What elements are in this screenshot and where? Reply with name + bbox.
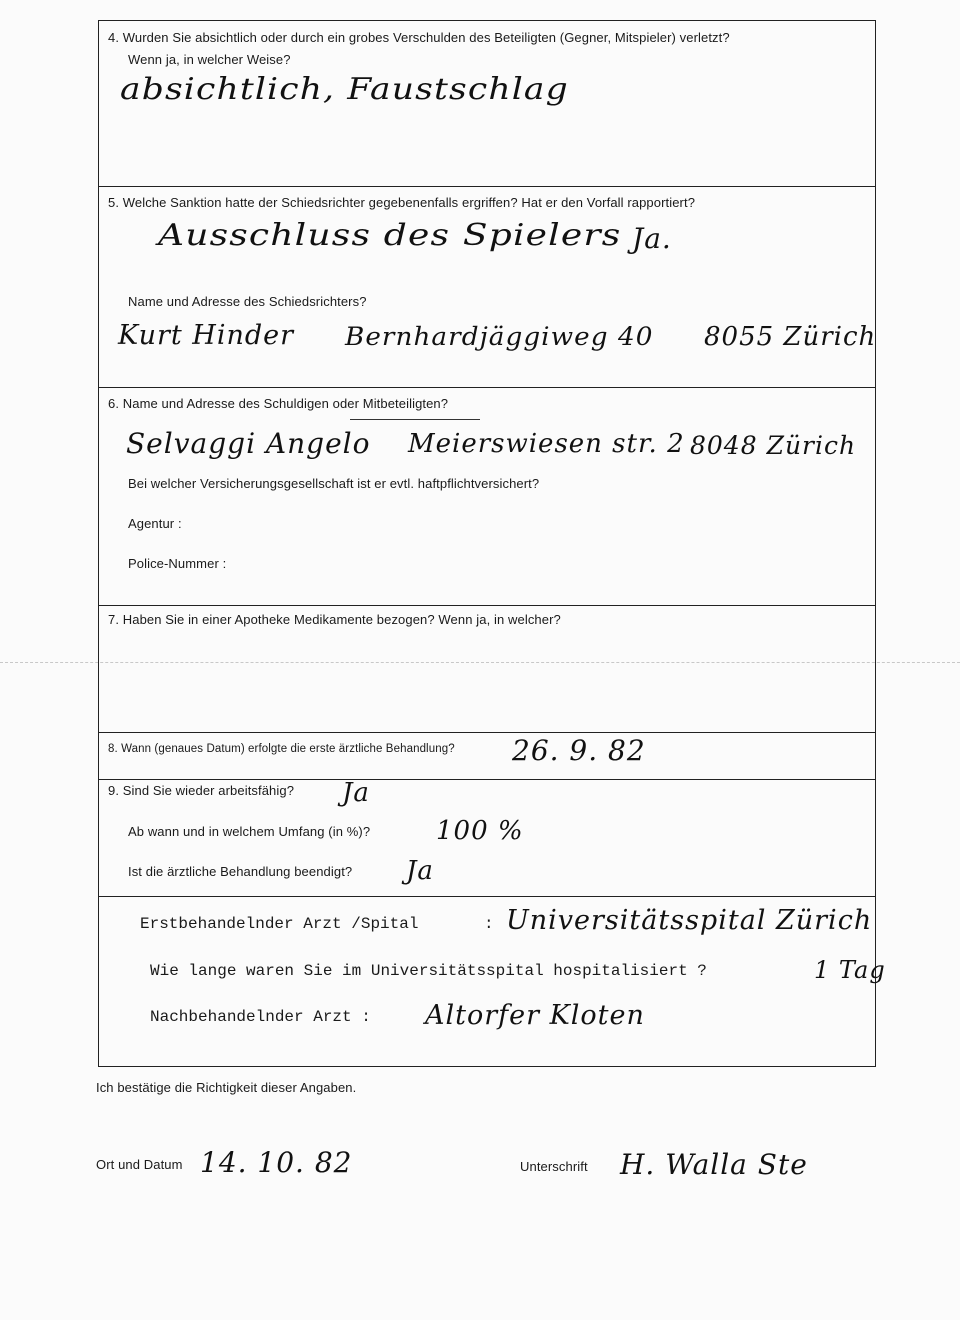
treatment-finished-label: Ist die ärztliche Behandlung beendigt?: [128, 864, 353, 879]
q9-question: 9. Sind Sie wieder arbeitsfähig?: [108, 783, 295, 798]
since-label: Ab wann und in welchem Umfang (in %)?: [128, 824, 371, 839]
divider-top: [98, 20, 876, 21]
divider-typed: [98, 896, 876, 897]
underline-mark: [350, 419, 480, 420]
q5-answer-sanction: Ausschluss des Spielers: [158, 218, 622, 253]
since-answer: 100 %: [436, 816, 524, 846]
first-doctor-label: Erstbehandelnder Arzt /Spital: [140, 915, 419, 933]
referee-name: Kurt Hinder: [118, 320, 295, 351]
q7-question: 7. Haben Sie in einer Apotheke Medikamente bezogen? Wenn ja, in welcher?: [108, 612, 561, 627]
signature-label: Unterschrift: [520, 1159, 588, 1174]
first-doctor-colon: :: [484, 915, 494, 933]
q5-answer-reported: Ja.: [632, 222, 672, 255]
follow-doctor-answer: Altorfer Kloten: [425, 1000, 645, 1031]
q8-answer: 26. 9. 82: [512, 734, 646, 767]
follow-doctor-label: Nachbehandelnder Arzt :: [150, 1008, 371, 1026]
policy-number-label: Police-Nummer :: [128, 556, 227, 571]
divider-q9: [98, 779, 876, 780]
referee-label: Name und Adresse des Schiedsrichters?: [128, 294, 367, 309]
agency-label: Agentur :: [128, 516, 182, 531]
first-doctor-answer: Universitätsspital Zürich: [506, 905, 873, 936]
q6-question: 6. Name und Adresse des Schuldigen oder Mitbeteiligten?: [108, 396, 449, 411]
culprit-city: 8048 Zürich: [690, 431, 857, 460]
confirmation-text: Ich bestätige die Richtigkeit dieser Angaben.: [96, 1080, 357, 1095]
culprit-street: Meierswiesen str. 2: [408, 429, 685, 459]
divider-bottom: [98, 1066, 876, 1067]
hospital-stay-label: Wie lange waren Sie im Universitätsspital hospitalisiert ?: [150, 962, 707, 980]
treatment-finished-answer: Ja: [406, 856, 434, 886]
insurance-label: Bei welcher Versicherungsgesellschaft ist er evtl. haftpflichtversichert?: [128, 476, 540, 491]
hospital-stay-answer: 1 Tag: [814, 956, 886, 984]
q5-question: 5. Welche Sanktion hatte der Schiedsrichter gegebenenfalls ergriffen? Hat er den Vorfall rapportiert?: [108, 195, 696, 210]
culprit-name: Selvaggi Angelo: [126, 427, 371, 460]
divider-q7: [98, 605, 876, 606]
q4-answer: absichtlich, Faustschlag: [120, 72, 569, 107]
divider-q6: [98, 387, 876, 388]
place-date-label: Ort und Datum: [96, 1157, 183, 1172]
q8-question: 8. Wann (genaues Datum) erfolgte die erste ärztliche Behandlung?: [108, 743, 455, 755]
referee-city: 8055 Zürich: [704, 322, 877, 352]
divider-q5: [98, 186, 876, 187]
q4-question: 4. Wurden Sie absichtlich oder durch ein grobes Verschulden des Beteiligten (Gegner, Mitspieler) verletzt?: [108, 30, 730, 45]
place-date-value: 14. 10. 82: [200, 1146, 353, 1179]
referee-street: Bernhardjäggiweg 40: [345, 322, 654, 351]
divider-q8: [98, 732, 876, 733]
q4-subquestion: Wenn ja, in welcher Weise?: [128, 52, 291, 67]
q9-answer: Ja: [342, 778, 370, 808]
signature: H. Walla Ste: [620, 1148, 808, 1181]
